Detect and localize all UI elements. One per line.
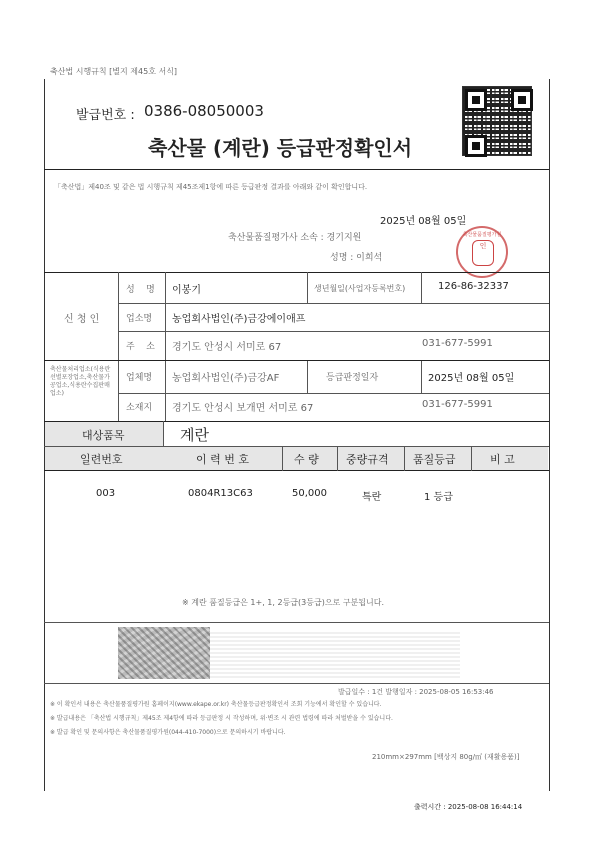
value-location: 경기도 안성시 보개면 서미로 67 (172, 403, 314, 414)
header-serial: 일련번호 (80, 453, 123, 466)
value-address: 경기도 안성시 서미로 67 (172, 342, 282, 353)
col-divider (404, 446, 405, 471)
document-title: 축산물 (계란) 등급판정확인서 (148, 136, 413, 160)
value-company: 농업회사법인(주)금강AF (172, 373, 280, 384)
label-business: 업소명 (126, 314, 153, 324)
value-item: 계란 (180, 426, 209, 444)
col-divider (307, 272, 308, 303)
col-divider (471, 446, 472, 471)
evaluator-org: 축산물품질평가사 소속 : 경기지원 (228, 233, 362, 243)
paper-spec: 210mm×297mm [백상지 80g/㎡ (재활용품)] (372, 753, 520, 761)
label-address: 주 소 (126, 342, 155, 352)
cell-weight: 특란 (362, 492, 382, 503)
value-business: 농업회사법인(주)금강에이애프 (172, 314, 306, 325)
row-divider (44, 622, 549, 623)
header-quantity: 수 량 (294, 453, 319, 466)
row-divider (44, 470, 549, 471)
col-divider (118, 272, 119, 421)
row-divider (44, 360, 549, 361)
row-divider (118, 331, 549, 332)
value-name: 이봉기 (172, 285, 201, 296)
header-trace-no: 이 력 번 호 (196, 453, 249, 466)
facility-group-label: 축산물처리업소(식용란선별포장업소,축산물가공업소,식용란수집판매업소) (50, 366, 111, 397)
header-weight: 중량규격 (346, 453, 389, 466)
label-name: 성 명 (126, 285, 155, 295)
evaluator-name: 성명 : 이희석 (330, 253, 383, 263)
col-divider (421, 360, 422, 393)
print-time: 출력시간 : 2025-08-08 16:44:14 (414, 803, 523, 811)
issue-number: 0386-08050003 (144, 102, 264, 120)
cell-serial: 003 (96, 488, 116, 499)
cell-grade: 1 등급 (424, 492, 453, 503)
col-divider (165, 272, 166, 421)
intro-text: 「축산법」제40조 및 같은 법 시행규칙 제45조제1항에 따른 등급판정 결과를 아래와 같이 확인합니다. (54, 183, 368, 191)
value-phone: 031-677-5991 (422, 338, 493, 349)
footnote-1: ※ 이 확인서 내용은 축산물품질평가원 홈페이지(www.ekape.or.kr) 축산물등급판정확인서 조회 기능에서 확인할 수 있습니다. (50, 701, 382, 708)
issue-date: 2025년 08월 05일 (380, 216, 467, 227)
applicant-group-label: 신 청 인 (64, 314, 100, 325)
scan-noise (210, 630, 460, 678)
official-seal: 축산물품질평가원 인 (456, 226, 508, 278)
col-divider (421, 272, 422, 303)
table-top-border (44, 272, 549, 273)
header-grade: 품질등급 (413, 453, 456, 466)
col-divider (307, 360, 308, 393)
issue-number-label: 발급번호 : (76, 108, 135, 123)
row-divider (118, 303, 549, 304)
label-grading-date: 등급판정일자 (326, 373, 379, 383)
title-divider (44, 169, 549, 170)
footnote-3: ※ 발급 확인 및 문의사항은 축산물품질평가원(044-410-7000)으로 문의하시기 바랍니다. (50, 729, 286, 736)
row-divider (44, 683, 549, 684)
label-location: 소재지 (126, 403, 153, 413)
row-divider (118, 393, 549, 394)
cell-quantity: 50,000 (292, 488, 327, 499)
form-reference: 축산법 시행규칙 [별지 제45호 서식] (50, 67, 178, 76)
value-reg-no: 126-86-32337 (438, 281, 509, 292)
label-item: 대상품목 (82, 429, 125, 442)
label-birth: 생년월일(사업자등록번호) (314, 284, 406, 293)
header-remarks: 비 고 (490, 453, 515, 466)
cell-trace-no: 0804R13C63 (188, 488, 253, 499)
label-company: 업체명 (126, 373, 153, 383)
issue-meta: 발급일수 : 1건 발행일자 : 2025-08-05 16:53:46 (338, 688, 494, 696)
value-grading-date: 2025년 08월 05일 (428, 373, 515, 384)
value-facility-phone: 031-677-5991 (422, 399, 493, 410)
redacted-image (118, 627, 210, 679)
col-divider (337, 446, 338, 471)
col-divider (282, 446, 283, 471)
footnote-2: ※ 발급내용은 「축산법 시행규칙」제45조 제4항에 따라 등급판정 시 작성하며, 위·변조 시 관련 법령에 따라 처벌받을 수 있습니다. (50, 715, 393, 722)
qr-code-icon (462, 86, 532, 156)
grade-note: ※ 계란 품질등급은 1+, 1, 2등급(3등급)으로 구분됩니다. (182, 598, 384, 607)
